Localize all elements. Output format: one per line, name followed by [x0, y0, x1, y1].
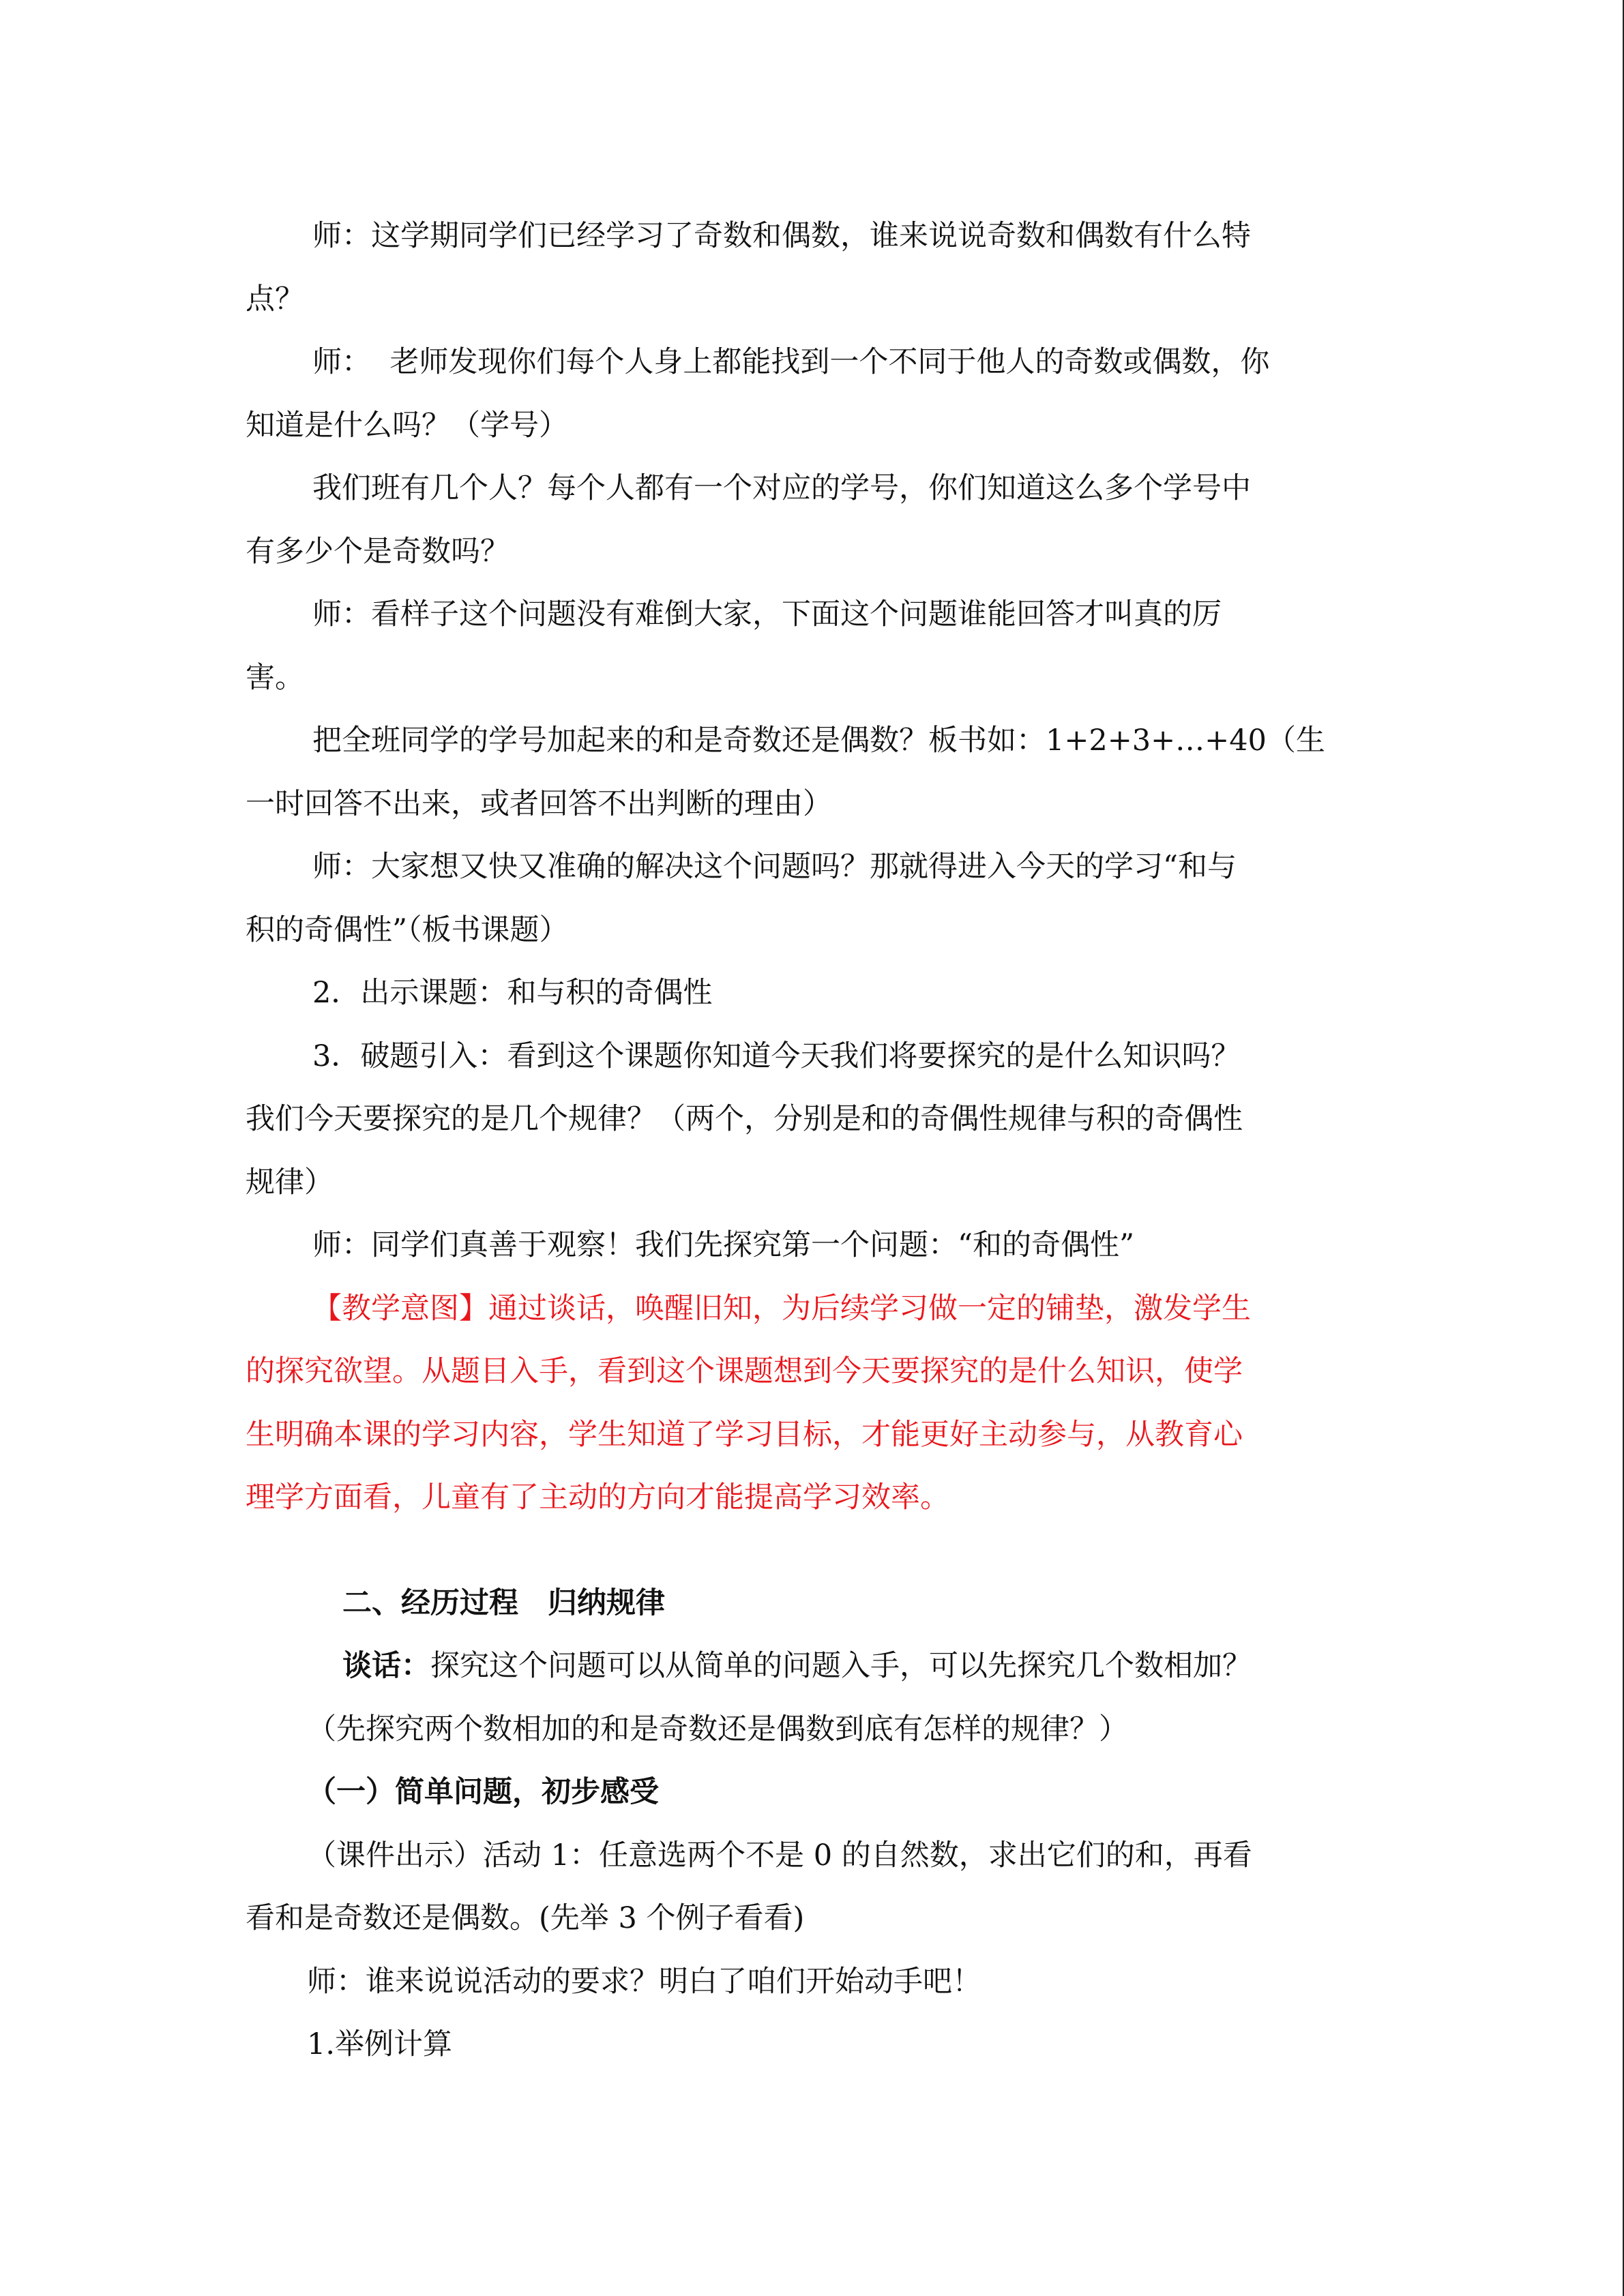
text-line: 生明确本课的学习内容，学生知道了学习目标，才能更好主动参与，从教育心	[246, 1417, 1243, 1452]
text-line: 知道是什么吗？（学号）	[246, 408, 568, 443]
text-line: 一时回答不出来，或者回答不出判断的理由）	[246, 786, 832, 821]
text-line: 规律）	[246, 1165, 334, 1199]
text-line: （先探究两个数相加的和是奇数还是偶数到底有怎样的规律？）	[307, 1712, 1128, 1746]
paragraph	[246, 1214, 1378, 1277]
text-line: 3．破题引入：看到这个课题你知道今天我们将要探究的是什么知识吗？	[312, 1039, 1241, 1073]
text-line: 师： 老师发现你们每个人身上都能找到一个不同于他人的奇数或偶数，你	[312, 345, 1270, 379]
text-line: 有多少个是奇数吗？	[246, 534, 510, 569]
paragraph	[246, 205, 1378, 268]
text-line: 1.举例计算	[307, 2027, 453, 2061]
paragraph	[246, 457, 1378, 520]
text-line: 【教学意图】通过谈话，唤醒旧知，为后续学习做一定的铺垫，激发学生	[312, 1291, 1251, 1326]
text-line: 师：同学们真善于观察！我们先探究第一个问题：“和的奇偶性”	[312, 1228, 1134, 1262]
paragraph	[246, 709, 1378, 773]
text-line: 把全班同学的学号加起来的和是奇数还是偶数？板书如：1+2+3+…+40（生	[312, 724, 1325, 758]
paragraph	[246, 583, 1378, 646]
paragraph	[246, 835, 1378, 899]
text-line: 师：大家想又快又准确的解决这个问题吗？那就得进入今天的学习“和与	[312, 850, 1237, 884]
text-line: 害。	[246, 660, 304, 695]
text-line: 师：这学期同学们已经学习了奇数和偶数，谁来说说奇数和偶数有什么特	[312, 219, 1251, 253]
talk-paragraph	[246, 1635, 1378, 1698]
text-line: 点？	[246, 282, 304, 316]
section-heading: 二、经历过程 归纳规律	[342, 1585, 665, 1620]
document-body	[246, 205, 1378, 2076]
paragraph	[246, 331, 1378, 394]
text-line: 的探究欲望。从题目入手，看到这个课题想到今天要探究的是什么知识，使学	[246, 1354, 1243, 1388]
teaching-intent-note	[246, 1277, 1378, 1530]
paragraph	[246, 1025, 1378, 1088]
text-line: 理学方面看，儿童有了主动的方向才能提高学习效率。	[246, 1480, 949, 1515]
text-line: 2．出示课题：和与积的奇偶性	[312, 976, 713, 1010]
text-line: 看和是奇数还是偶数。(先举 3 个例子看看)	[246, 1901, 805, 1935]
text-line: 师：看样子这个问题没有难倒大家，下面这个问题谁能回答才叫真的厉	[312, 597, 1222, 631]
text-line: 我们今天要探究的是几个规律？（两个，分别是和的奇偶性规律与积的奇偶性	[246, 1102, 1243, 1136]
talk-label: 谈话：	[342, 1649, 430, 1683]
subsection-heading: （一）简单问题，初步感受	[307, 1775, 659, 1809]
paragraph	[246, 961, 1378, 1025]
spacer	[246, 1530, 1378, 1572]
text-line: 积的奇偶性”（板书课题）	[246, 912, 569, 947]
text-line: （课件出示）活动 1：任意选两个不是 0 的自然数，求出它们的和，再看	[307, 1838, 1252, 1873]
text-line: 我们班有几个人？每个人都有一个对应的学号，你们知道这么多个学号中	[312, 471, 1251, 505]
text-line: 探究这个问题可以从简单的问题入手，可以先探究几个数相加？	[430, 1649, 1252, 1683]
text-line: 师：谁来说说活动的要求？明白了咱们开始动手吧！	[307, 1964, 981, 1999]
